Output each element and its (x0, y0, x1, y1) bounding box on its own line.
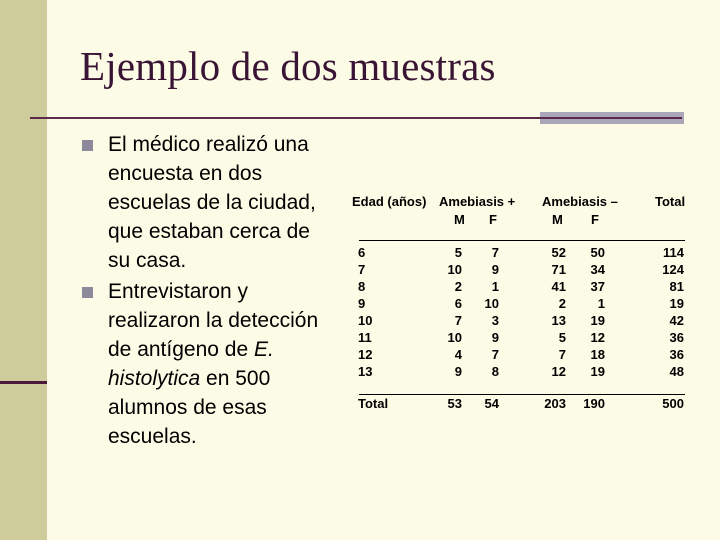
bullet-item-2 (82, 277, 332, 451)
table-cell-f2: 50 (590, 245, 605, 260)
table-cell-m1: 10 (447, 262, 462, 277)
table-cell-m2: 52 (551, 245, 566, 260)
total-row-age: Total (358, 396, 389, 411)
header-f-neg: F (591, 212, 599, 227)
total-row-m1: 53 (447, 396, 462, 411)
bullet-list (82, 130, 332, 451)
table-cell-f1: 9 (491, 262, 499, 277)
total-row-t: 500 (662, 396, 684, 411)
table-cell-f1: 7 (491, 245, 499, 260)
square-bullet-icon (82, 140, 93, 151)
table-cell-age: 6 (358, 245, 366, 260)
table-cell-age: 10 (358, 313, 373, 328)
header-total: Total (655, 194, 686, 209)
bullet-text-2a: Entrevistaron y realizaron la detección de antígeno de (108, 280, 319, 361)
table-cell-f2: 19 (590, 364, 605, 379)
table-cell-m1: 4 (454, 347, 462, 362)
table-total-rule (359, 394, 685, 395)
table-cell-t: 81 (669, 279, 684, 294)
table-cell-m2: 7 (558, 347, 566, 362)
table-cell-age: 9 (358, 296, 366, 311)
table-cell-f1: 3 (491, 313, 499, 328)
table-cell-m1: 9 (454, 364, 462, 379)
total-row-f1: 54 (484, 396, 499, 411)
table-cell-f2: 12 (590, 330, 605, 345)
table-cell-f1: 8 (491, 364, 499, 379)
table-cell-f2: 37 (590, 279, 605, 294)
table-cell-m1: 10 (447, 330, 462, 345)
left-sidebar-bar (0, 0, 47, 540)
header-m-neg: M (552, 212, 563, 227)
header-age: Edad (años) (352, 194, 427, 209)
header-amebiasis-pos: Amebiasis + (439, 194, 516, 209)
table-cell-f2: 34 (590, 262, 605, 277)
sidebar-accent-line (0, 381, 47, 384)
table-cell-m2: 41 (551, 279, 566, 294)
bullet-item-1 (82, 130, 332, 275)
table-header-rule (359, 240, 685, 241)
square-bullet-icon (82, 287, 93, 298)
table-cell-f1: 9 (491, 330, 499, 345)
table-cell-age: 7 (358, 262, 366, 277)
title-divider (30, 117, 682, 119)
table-cell-t: 124 (662, 262, 684, 277)
table-cell-m1: 6 (454, 296, 462, 311)
table-cell-f1: 7 (491, 347, 499, 362)
table-cell-m2: 71 (551, 262, 566, 277)
bullet-text-2b: en 500 alumnos de esas escuelas. (108, 367, 271, 448)
table-cell-age: 13 (358, 364, 373, 379)
table-cell-m2: 12 (551, 364, 566, 379)
table-cell-t: 36 (669, 347, 684, 362)
total-row-m2: 203 (544, 396, 566, 411)
table-cell-t: 48 (669, 364, 684, 379)
table-cell-m2: 2 (558, 296, 566, 311)
slide-title: Ejemplo de dos muestras (80, 43, 496, 89)
table-cell-t: 19 (669, 296, 684, 311)
header-f-pos: F (489, 212, 497, 227)
table-cell-f2: 19 (590, 313, 605, 328)
table-cell-m1: 7 (454, 313, 462, 328)
table-cell-t: 114 (663, 245, 684, 260)
table-cell-m2: 5 (558, 330, 566, 345)
table-cell-m2: 13 (551, 313, 566, 328)
table-cell-f2: 1 (597, 296, 605, 311)
table-cell-f1: 1 (491, 279, 499, 294)
bullet-text-1: El médico realizó una encuesta en dos escuelas de la ciudad, que estaban cerca de su casa. (108, 133, 316, 272)
table-cell-f2: 18 (590, 347, 605, 362)
table-cell-m1: 5 (454, 245, 462, 260)
table-cell-f1: 10 (484, 296, 499, 311)
table-cell-age: 12 (358, 347, 373, 362)
table-cell-t: 42 (669, 313, 684, 328)
total-row-f2: 190 (583, 396, 605, 411)
bullet-text-2-italic: E. histolytica (108, 338, 274, 390)
header-m-pos: M (454, 212, 465, 227)
header-amebiasis-neg: Amebiasis – (542, 194, 618, 209)
table-cell-t: 36 (669, 330, 684, 345)
table-cell-age: 11 (358, 330, 372, 345)
table-cell-m1: 2 (454, 279, 462, 294)
table-cell-age: 8 (358, 279, 366, 294)
